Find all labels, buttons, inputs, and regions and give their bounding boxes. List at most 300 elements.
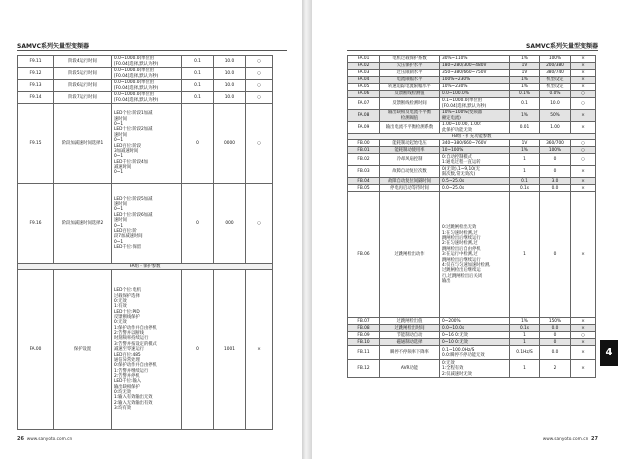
- table-row: [348, 192, 596, 318]
- param-range: [112, 92, 182, 104]
- param-change-flag-text: ○: [581, 147, 585, 153]
- param-range: [440, 339, 510, 346]
- param-unit: [510, 63, 540, 70]
- param-name-text: 反馈断线检测值: [394, 91, 425, 97]
- param-unit-text: 1%: [521, 77, 528, 83]
- param-range: [440, 360, 510, 378]
- param-name: [380, 91, 440, 98]
- param-default-text: 0: [553, 339, 557, 345]
- param-name: [380, 185, 440, 192]
- param-unit-text: 1: [523, 252, 526, 258]
- param-code: [348, 332, 380, 339]
- table-row: [348, 339, 596, 346]
- param-default: [540, 140, 571, 147]
- param-name: [380, 122, 440, 134]
- param-code: [348, 98, 380, 110]
- param-name: [380, 346, 440, 360]
- param-change-flag: [571, 110, 596, 122]
- param-change-flag-text: ○: [257, 58, 261, 64]
- param-change-flag: [571, 360, 596, 378]
- param-default: [214, 56, 246, 68]
- param-unit: [510, 110, 540, 122]
- param-code: [18, 270, 54, 430]
- param-unit-text: 0: [196, 140, 199, 146]
- param-default-text: 10.0: [224, 82, 235, 88]
- param-change-flag-text: ×: [581, 84, 585, 90]
- param-change-flag: [571, 84, 596, 91]
- table-row: [348, 318, 596, 325]
- param-name-text: AVR功能: [400, 366, 419, 372]
- param-change-flag-text: ○: [581, 157, 585, 163]
- param-code-text: FA.00: [29, 347, 42, 353]
- param-name-text: 瞬停不停频率下降率: [390, 350, 429, 356]
- table-row: [348, 178, 596, 185]
- param-default-text: 50%: [550, 112, 560, 118]
- param-range-text: 0.0~1000.0(单位由 [F0.04]选择,默认为秒): [114, 92, 159, 103]
- param-range: [440, 192, 510, 318]
- right-page: [312, 0, 618, 459]
- param-change-flag: [571, 77, 596, 84]
- table-row: [348, 166, 596, 178]
- param-code-text: FB.02: [357, 157, 370, 163]
- param-name: [380, 110, 440, 122]
- param-default: [214, 104, 246, 184]
- param-range-text: 0.5~25.0s: [442, 178, 465, 184]
- param-default: [540, 147, 571, 154]
- param-unit-text: 0: [196, 347, 199, 353]
- param-default: [214, 80, 246, 92]
- param-code-text: F9.13: [29, 82, 42, 88]
- param-unit: [510, 147, 540, 154]
- param-name-text: 能耗制动起始电压: [392, 140, 427, 146]
- param-name-text: 输出电流不平衡检测系数: [385, 124, 434, 130]
- param-name: [380, 318, 440, 325]
- param-unit: [510, 98, 540, 110]
- param-code-text: FB.12: [357, 366, 370, 372]
- param-change-flag-text: ×: [581, 169, 585, 175]
- param-range: [440, 332, 510, 339]
- param-change-flag-text: ×: [581, 318, 585, 324]
- param-change-flag-text: ○: [581, 332, 585, 338]
- page-number: 27: [591, 436, 598, 442]
- param-range: [440, 56, 510, 63]
- param-name: [54, 184, 112, 264]
- param-name: [54, 80, 112, 92]
- param-code: [348, 154, 380, 166]
- param-unit: [182, 56, 214, 68]
- param-default-text: 100%: [548, 56, 562, 62]
- param-unit-text: 1V: [521, 140, 528, 146]
- param-name: [380, 360, 440, 378]
- param-range-text: LED个位:电机 过载保护选择 0:无效 1:有效 LED十位:PID 反馈断线保护 0:无效 1:保护动作并自由停机 2:告警并以断线 时刻频率持续运行 3:告警并按设定的模式 减速至零速运行 LED百位:485 通信异常处理 0:保护动作并自由停机 1:告警并继续运行 2:告警并停机 LED千位:输入 输出缺相保护 0:均无效 1:输入有效输出无效 2:输入无效输出有效 3:均有效: [114, 288, 157, 412]
- param-code-text: F9.11: [29, 58, 42, 64]
- param-code: [348, 63, 380, 70]
- param-default: [540, 192, 571, 318]
- param-unit: [182, 92, 214, 104]
- page-header-title: SAMVC系列矢量型变频器: [526, 43, 598, 50]
- param-change-flag: [571, 178, 596, 185]
- param-unit-text: 0.1: [194, 82, 201, 88]
- param-code: [348, 178, 380, 185]
- param-name: [54, 104, 112, 184]
- param-range-text: 0.0~25.0s: [442, 185, 465, 191]
- param-unit-text: 1%: [521, 112, 528, 118]
- param-default: [540, 77, 571, 84]
- param-range-text: 0~16 0:无效: [442, 332, 468, 338]
- param-name-text: 故障自动复位次数: [392, 169, 427, 175]
- table-row: [348, 140, 596, 147]
- param-change-flag: [571, 325, 596, 332]
- param-code-text: FB.03: [357, 169, 370, 175]
- param-unit: [510, 360, 540, 378]
- param-unit-text: 1V: [521, 70, 528, 76]
- param-unit: [510, 192, 540, 318]
- param-code: [348, 346, 380, 360]
- param-name: [54, 56, 112, 68]
- table-row: [348, 154, 596, 166]
- param-change-flag-text: ○: [257, 70, 261, 76]
- param-name: [380, 84, 440, 91]
- param-default-text: 10.0: [224, 58, 235, 64]
- param-range: [440, 178, 510, 185]
- param-unit-text: 0.1s: [519, 325, 530, 331]
- table-row: [18, 92, 273, 104]
- param-name: [380, 192, 440, 318]
- param-code: [348, 360, 380, 378]
- param-range-text: 0:无效 1:全程有效 2:仅减速时无效: [442, 360, 472, 377]
- param-code-text: FB.08: [357, 325, 370, 331]
- param-change-flag-text: ×: [581, 178, 585, 184]
- table-row: [348, 346, 596, 360]
- param-name: [380, 332, 440, 339]
- param-change-flag-text: ×: [581, 185, 585, 191]
- param-change-flag: [246, 56, 273, 68]
- param-range: [112, 68, 182, 80]
- table-row: [18, 104, 273, 184]
- param-unit-text: 0.1: [194, 58, 201, 64]
- param-change-flag: [571, 70, 596, 77]
- param-change-flag-text: ×: [581, 325, 585, 331]
- param-range-text: 0.0~10.0s: [442, 325, 465, 331]
- param-code-text: FB.05: [357, 185, 370, 191]
- param-default-text: 10.0: [550, 100, 560, 106]
- param-default: [540, 346, 571, 360]
- param-range-text: 0.1~1000.0(单位由 [F0.04]选择,默认为秒): [442, 98, 487, 109]
- param-change-flag: [246, 92, 273, 104]
- param-default-text: 机型设定: [546, 84, 564, 90]
- param-change-flag: [246, 104, 273, 184]
- param-code-text: FA.06: [357, 91, 370, 97]
- param-default-text: 360/700: [546, 140, 564, 146]
- param-name-text: 过跳闸检出值: [396, 318, 423, 324]
- param-unit-text: 0.1: [521, 100, 528, 106]
- table-row: [18, 270, 273, 430]
- param-change-flag-text: ○: [581, 100, 585, 106]
- param-default-text: 机型设定: [546, 77, 564, 83]
- param-default-text: 0: [553, 169, 557, 175]
- param-range-text: 340~380/660~760V: [442, 140, 487, 146]
- param-name-text: 保护设置: [73, 347, 92, 353]
- param-range: [440, 185, 510, 192]
- param-name: [54, 92, 112, 104]
- param-code-text: FA.08: [357, 112, 370, 118]
- param-code-text: FA.02: [357, 63, 370, 69]
- param-code: [348, 192, 380, 318]
- left-page: [0, 0, 302, 459]
- param-name-text: 磁通制动选择: [396, 339, 423, 345]
- param-code-text: FA.01: [357, 56, 370, 62]
- param-range-text: 180~280/300~480V: [442, 63, 487, 69]
- table-row: [348, 63, 596, 70]
- param-change-flag: [571, 332, 596, 339]
- page-header-title: SAMVC系列矢量型变频器: [17, 43, 89, 50]
- param-name-text: 阶段4运行时间: [68, 58, 97, 64]
- param-unit-text: 0.1: [521, 178, 528, 184]
- param-unit: [182, 184, 214, 264]
- param-name-text: 过跳闸检出时间: [394, 325, 425, 331]
- param-change-flag-text: ○: [257, 220, 261, 226]
- param-name-text: 故障自动复位间隔时间: [388, 178, 431, 184]
- section-title: FB组 - 扩充功能参数: [348, 134, 596, 140]
- param-change-flag-text: ×: [581, 56, 585, 62]
- param-name: [380, 98, 440, 110]
- param-change-flag: [571, 318, 596, 325]
- param-code: [18, 68, 54, 80]
- table-row: [348, 110, 596, 122]
- param-default-text: 10.0: [224, 94, 235, 100]
- param-name-text: 阶段5运行时间: [68, 70, 97, 76]
- param-default: [214, 92, 246, 104]
- param-name: [380, 325, 440, 332]
- param-default: [540, 360, 571, 378]
- param-change-flag: [571, 339, 596, 346]
- param-change-flag-text: ×: [581, 350, 585, 356]
- param-code: [348, 140, 380, 147]
- param-default: [540, 185, 571, 192]
- param-name-text: 欠压保护水平: [396, 63, 423, 69]
- param-code: [18, 184, 54, 264]
- param-change-flag: [246, 270, 273, 430]
- param-range: [112, 104, 182, 184]
- param-unit-text: 1: [523, 169, 526, 175]
- param-default-text: 0: [553, 332, 557, 338]
- param-code: [348, 77, 380, 84]
- table-row: [18, 80, 273, 92]
- param-default: [540, 166, 571, 178]
- table-row: [18, 56, 273, 68]
- param-code: [348, 166, 380, 178]
- table-row: [18, 68, 273, 80]
- param-range: [112, 270, 182, 430]
- param-name-text: 阶段加减速时间选择1: [61, 140, 104, 146]
- table-row: [348, 70, 596, 77]
- param-unit-text: 0.1s: [519, 185, 530, 191]
- table-row: [348, 185, 596, 192]
- param-name-text: 阶段7运行时间: [68, 94, 97, 100]
- param-range-text: 0.0~100.0%: [442, 91, 469, 97]
- header-rule: [347, 50, 598, 51]
- param-code-text: FB.00: [357, 140, 370, 146]
- param-change-flag: [571, 154, 596, 166]
- param-name-text: 输出缺相及电流不平衡 检测阈值: [388, 110, 431, 121]
- param-code-text: F9.14: [29, 94, 42, 100]
- param-code: [18, 56, 54, 68]
- param-range: [440, 147, 510, 154]
- param-name-text: 过压限制水平: [396, 70, 423, 76]
- param-default-text: 200/380: [546, 63, 564, 69]
- param-change-flag: [571, 56, 596, 63]
- param-default: [214, 184, 246, 264]
- table-row: [348, 91, 596, 98]
- param-default: [540, 91, 571, 98]
- param-range-text: 0.1~100.0Hz/S 0.0:瞬停不停功能无效: [442, 347, 485, 358]
- param-unit: [510, 178, 540, 185]
- table-row: [348, 122, 596, 134]
- param-unit-text: 1: [523, 332, 526, 338]
- param-name: [54, 68, 112, 80]
- param-code-text: FB.04: [357, 178, 370, 184]
- param-default-text: 1001: [224, 347, 235, 353]
- param-range: [112, 80, 182, 92]
- param-name-text: 反馈断线检测时间: [392, 100, 427, 106]
- param-default-text: 0.0: [551, 350, 559, 356]
- param-name: [380, 339, 440, 346]
- header-rule: [17, 50, 287, 51]
- table-row: [348, 77, 596, 84]
- param-change-flag: [571, 140, 596, 147]
- param-range-text: 0(无效),1~9,10(无 限次数,常无效次): [442, 166, 480, 177]
- param-range: [440, 91, 510, 98]
- param-default: [540, 122, 571, 134]
- param-code-text: F9.16: [29, 220, 42, 226]
- param-code: [348, 56, 380, 63]
- param-range: [440, 98, 510, 110]
- param-name: [380, 70, 440, 77]
- param-default: [540, 56, 571, 63]
- param-default-text: 0000: [224, 140, 235, 146]
- param-range-text: 0~200%: [442, 318, 461, 324]
- param-default-text: 0: [553, 157, 557, 163]
- param-change-flag: [571, 346, 596, 360]
- param-change-flag: [571, 185, 596, 192]
- param-unit-text: 0.1%: [519, 91, 530, 97]
- table-row: [348, 360, 596, 378]
- param-range: [440, 110, 510, 122]
- chapter-tab: 4: [600, 340, 618, 366]
- param-code-text: FA.05: [357, 84, 370, 90]
- param-unit: [510, 332, 540, 339]
- parameter-table-right: [347, 55, 596, 378]
- param-change-flag: [571, 192, 596, 318]
- param-range-text: 350~380/660~750V: [442, 70, 487, 76]
- param-range: [440, 346, 510, 360]
- param-range: [112, 184, 182, 264]
- param-change-flag: [571, 166, 596, 178]
- param-code-text: FA.07: [357, 100, 370, 106]
- param-change-flag: [246, 68, 273, 80]
- param-code: [348, 122, 380, 134]
- param-default-text: 0.0%: [549, 91, 561, 97]
- param-code-text: FB.01: [357, 147, 370, 153]
- param-range: [440, 84, 510, 91]
- param-unit-text: 1%: [521, 56, 528, 62]
- param-change-flag-text: ×: [581, 70, 585, 76]
- param-change-flag-text: ×: [581, 339, 585, 345]
- param-default-text: 000: [225, 220, 234, 226]
- param-code: [348, 84, 380, 91]
- param-unit: [182, 270, 214, 430]
- param-range: [440, 325, 510, 332]
- param-unit: [510, 122, 540, 134]
- param-default: [214, 270, 246, 430]
- param-code-text: FA.09: [357, 124, 370, 130]
- param-default-text: 3.0: [551, 178, 559, 184]
- param-default: [540, 154, 571, 166]
- param-change-flag-text: ×: [581, 252, 585, 258]
- param-name: [380, 166, 440, 178]
- table-row: [348, 84, 596, 91]
- param-code-text: F9.12: [29, 70, 42, 76]
- param-unit: [510, 70, 540, 77]
- param-name-text: 冷却风扇控制: [396, 157, 423, 163]
- param-name: [380, 154, 440, 166]
- page-number: 26: [17, 436, 24, 442]
- param-range-text: 10%~230%: [442, 84, 468, 90]
- param-range-text: 0.0~1000.0(单位由 [F0.04]选择,默认为秒): [114, 56, 159, 67]
- param-name: [380, 56, 440, 63]
- param-unit: [182, 104, 214, 184]
- param-name-text: 能耗制动使用率: [394, 147, 425, 153]
- page-gutter: [302, 0, 312, 459]
- param-default-text: 10.0: [224, 70, 235, 76]
- footer-site: www.sanyoto.com.cn: [26, 437, 73, 442]
- table-row: [348, 56, 596, 63]
- param-name-text: 转速追踪电流限幅水平: [388, 84, 431, 90]
- param-change-flag-text: ×: [581, 112, 585, 118]
- param-unit-text: 0.01: [519, 124, 530, 130]
- param-range-text: 100%~230%: [442, 77, 471, 83]
- param-code: [348, 318, 380, 325]
- param-name: [54, 270, 112, 430]
- param-unit: [510, 185, 540, 192]
- param-default: [540, 339, 571, 346]
- param-name: [380, 63, 440, 70]
- param-default-text: 150%: [548, 318, 562, 324]
- param-code-text: F9.15: [29, 140, 42, 146]
- param-unit: [510, 318, 540, 325]
- param-unit-text: 1%: [521, 147, 528, 153]
- param-range: [440, 70, 510, 77]
- param-range-text: 10~100%: [442, 147, 464, 153]
- param-unit-text: 0.1Hz/S: [516, 350, 533, 356]
- param-unit-text: 0: [196, 220, 199, 226]
- param-unit: [510, 154, 540, 166]
- param-default-text: 380/740: [546, 70, 564, 76]
- param-code: [348, 91, 380, 98]
- param-range: [440, 154, 510, 166]
- param-range-text: LED个位:阶段1加减 速时间 0~1 LED十位:阶段2加减 速时间 0~1 LED百位:阶段 3加减速时间 0~1 LED千位:阶段4加 减速时间 0~1: [114, 111, 153, 176]
- parameter-table-left: [17, 55, 273, 430]
- param-unit: [182, 80, 214, 92]
- param-change-flag: [246, 80, 273, 92]
- param-unit: [510, 325, 540, 332]
- param-range-text: 1.00~10.00, 1.00: 此保护功能无效: [442, 122, 482, 133]
- param-code-text: FB.09: [357, 332, 370, 338]
- param-range: [440, 122, 510, 134]
- param-range: [440, 140, 510, 147]
- param-unit: [182, 68, 214, 80]
- param-code-text: FA.03: [357, 70, 370, 76]
